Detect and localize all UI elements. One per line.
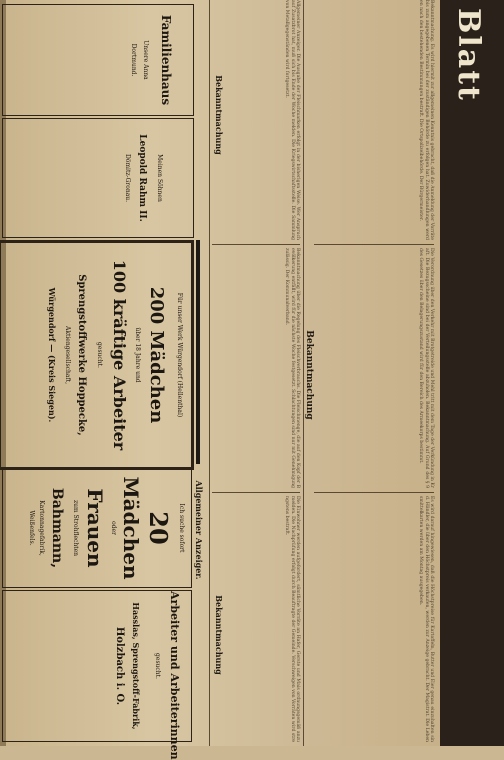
ad-leopold xyxy=(2,118,194,238)
ad-arbeiter-firm: Hasslas, Sprengstoff-Fabrik, xyxy=(131,602,141,730)
column-6-text: Die Einwohner werden aufgefordert, sämtliche Vorräte an Hafer, Gerste und Mais ordnungsgemäß anzumelden. Die Nachprüfung erfolgt durch Beauftragte der Gemeinde. Verschweigen von Vorräten wird strengstens bestraft. xyxy=(284,496,300,742)
ad-maedchen-name: Bahmann, xyxy=(49,487,65,569)
section-rule xyxy=(209,0,210,746)
ad-familien-title: Familienhaus xyxy=(159,14,173,106)
ad-sprengstoff-count1: 200 Mädchen xyxy=(146,286,167,424)
ad-sprengstoff-count2: 100 kräftige Arbeiter xyxy=(110,259,129,451)
ad-familien-line1: Unsere Anna xyxy=(142,40,149,80)
text-column-4 xyxy=(212,0,300,240)
ad-maedchen xyxy=(2,468,192,588)
text-column-5 xyxy=(212,248,300,488)
ad-maedchen-place: Weißenfels. xyxy=(28,510,35,546)
column-divider xyxy=(314,492,434,493)
ad-sprengstoff-place: Würgendorf — (Kreis Siegen). xyxy=(47,287,57,423)
ad-maedchen-word: Mädchen xyxy=(119,476,143,580)
column-4-text: Allgemeiner Anzeiger. Die Ausgabe der Fleischmarken erfolgt in der bisherigen Weise. Wer Anspruch auf Zusatzbrot hat, muß sich bis Ende der Woche melden. Die Kriegswirtschaftsstelle. Die Sammlung von Metallgegenständen wird fortgesetzt. xyxy=(284,0,300,242)
ad-leopold-place: Dömitz-Gronau. xyxy=(124,153,131,203)
ad-sprengstoff-line1: Für unser Werk Würgendorf (Hellenthal) xyxy=(176,292,183,418)
column-divider xyxy=(212,492,300,493)
ad-maedchen-sub: Kartonnagefabrik, xyxy=(38,500,45,556)
heading-bekanntmachung: Bekanntmachung xyxy=(304,330,314,420)
masthead-band xyxy=(440,0,504,746)
column-1-text: Bekanntmachung. Es wird hiermit zur allgemeinen Kenntnis gebracht, daß die Anmeldung der Vorräte bis zum angegebenen Termin bei der zuständigen Behörde zu erfolgen hat. Zuwiderhandlungen werden nach den bestehenden Bestimmungen bestraft. Die Ortspolizeibehörde. Der Bürgermeister. xyxy=(418,0,434,242)
masthead-title: Blatt xyxy=(451,8,486,102)
ad-arbeiter-place: Holzbach i. O. xyxy=(114,626,125,706)
ad-arbeiter xyxy=(2,590,192,760)
ad-leopold-name: Leopold Rahm II. xyxy=(137,134,147,222)
section-rule xyxy=(303,0,304,746)
text-column-2 xyxy=(314,248,434,488)
ad-maedchen-line3: oder xyxy=(110,521,117,535)
ad-border-top xyxy=(196,240,200,464)
heading-allgemeiner-anzeiger: Allgemeiner Anzeiger. xyxy=(194,480,204,580)
column-5-text: Bekanntmachung über die Regelung des Fleischverbrauchs. Die Fleischmenge, die auf den Kopf der Bevölkerung entfällt, wird für die nächste Woche festgesetzt. Schlachtungen sind nur mit Genehmigung zulässig. Der Kommunalverband. xyxy=(284,248,300,490)
text-column-1 xyxy=(314,0,434,240)
ad-maedchen-number: 20 xyxy=(144,511,173,545)
heading-bekanntmachung-2: Bekanntmachung xyxy=(214,595,224,675)
ad-sprengstoff-line4: gesucht. xyxy=(96,342,103,368)
ad-maedchen-line5: zum Strohflechten xyxy=(72,499,79,557)
column-divider xyxy=(212,244,300,245)
column-2-text: Die Verordnung über den Verkehr mit Brotgetreide und Mehl tritt mit dem Tage der Verkündung in Kraft. Die Bezugsscheine sind bei der Verteilungsstelle abzuholen. Bekanntmachung. Auf Grund des § 9 des Gesetzes über den Belagerungszustand wird für den Bereich des Armeekorps bestimmt. xyxy=(418,248,434,490)
ad-sprengstoff-sub: Aktiengesellschaft, xyxy=(64,326,71,384)
ad-familien-place: Dortmund. xyxy=(130,43,137,77)
ad-arbeiter-line2: gesucht. xyxy=(154,653,161,679)
ad-maedchen-line1: Ich suche sofort xyxy=(178,503,185,553)
column-3-text: Es wird darauf hingewiesen, daß die Höchstpreise für Kartoffeln, Butter und Eier genau einzuhalten sind. Händler, die über den Höchstpreis verkaufen, werden zur Anzeige gebracht. Der Magistrat. Die Lebensmittelkarten werden am Montag ausgegeben. xyxy=(418,496,434,742)
heading-bekanntmachung-3: Bekanntmachung xyxy=(214,75,224,155)
ad-sprengstoff-firm: Sprengstoffwerke Hoppecke, xyxy=(76,274,87,436)
ad-maedchen-line4: Frauen xyxy=(83,488,107,568)
column-divider xyxy=(314,244,434,245)
ad-leopold-line1: Meinen Söhnen xyxy=(156,154,163,202)
ad-sprengstoff xyxy=(0,240,194,470)
ad-familien xyxy=(2,4,194,116)
ad-sprengstoff-age: über 18 Jahre und xyxy=(134,327,141,383)
text-column-6 xyxy=(212,496,300,742)
text-column-3 xyxy=(314,496,434,742)
ad-arbeiter-line1: Arbeiter und Arbeiterinnen xyxy=(168,591,181,760)
